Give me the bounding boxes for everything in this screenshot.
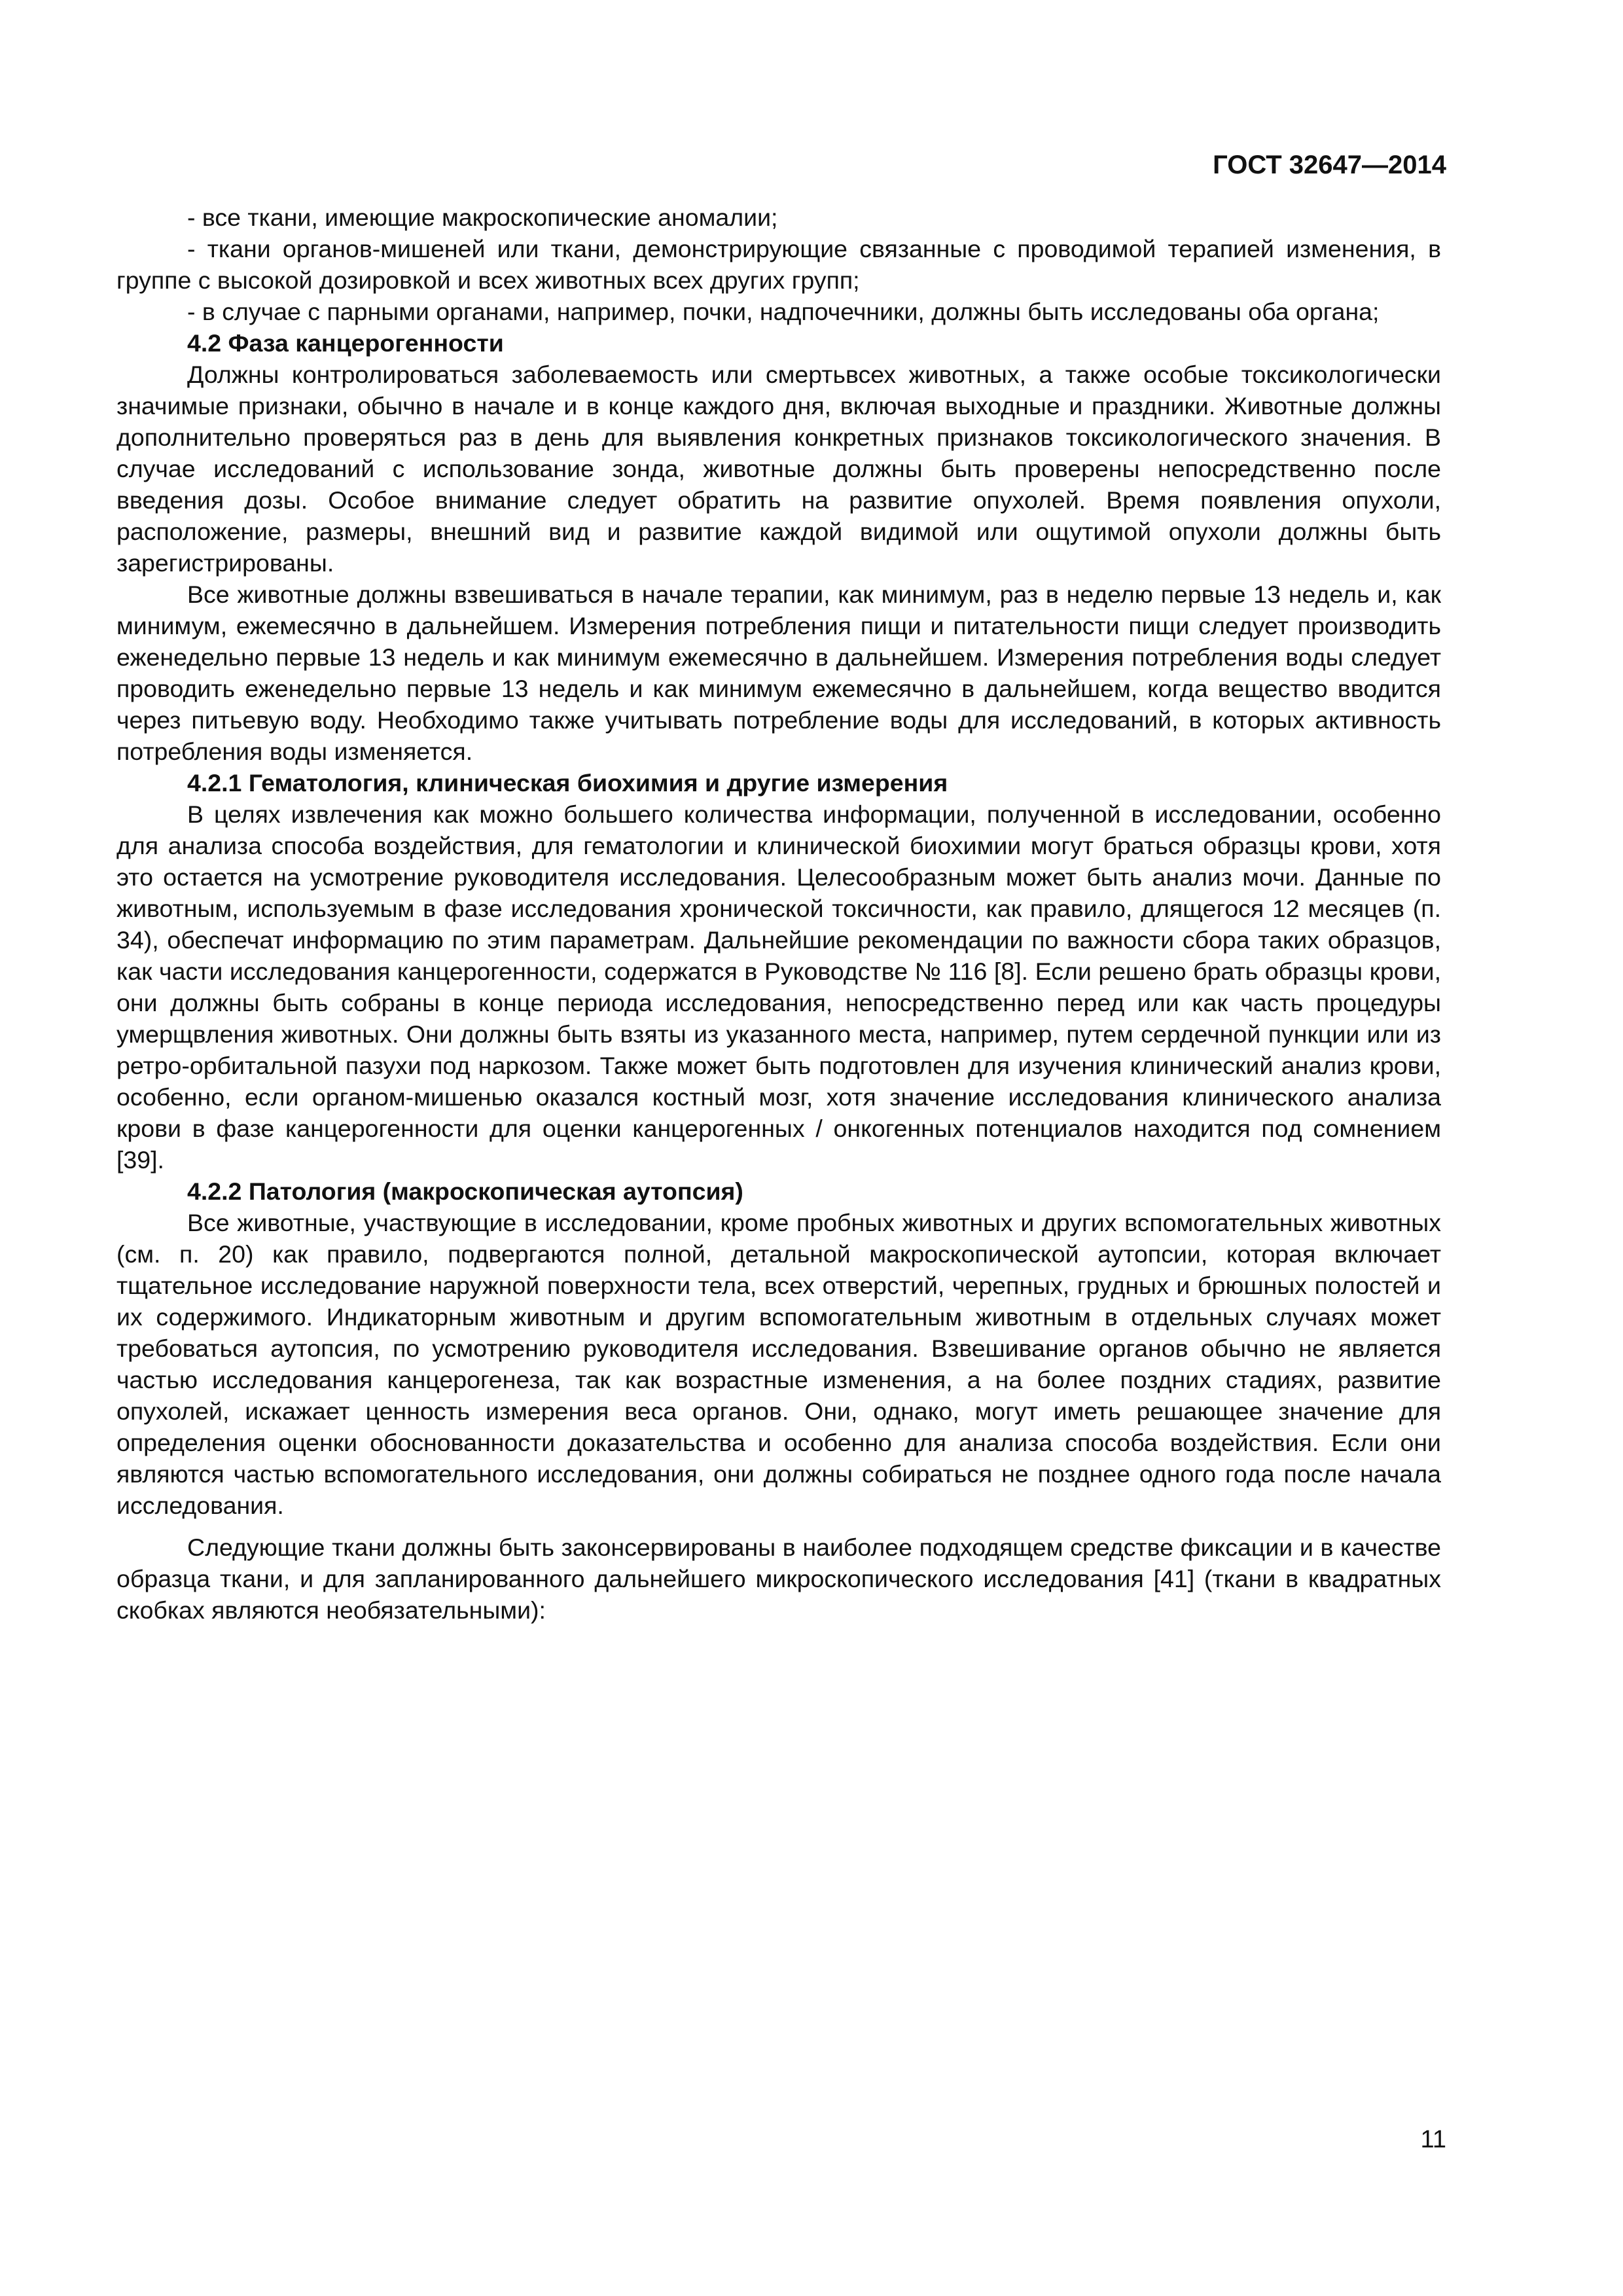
bullet-item: - ткани органов-мишеней или ткани, демонстрирующие связанные с проводимой терапией изменения, в группе с высокой дозировкой и всех животных всех других групп; [116, 235, 1441, 294]
section-heading-4-2: 4.2 Фаза канцерогенности [187, 329, 504, 357]
bullet-item: - все ткани, имеющие макроскопические аномалии; [187, 204, 778, 231]
paragraph: Все животные, участвующие в исследовании, кроме пробных животных и других вспомогательных животных (см. п. 20) как правило, подвергаются полной, детальной макроскопической аутопсии, которая включает тщательное исследование наружной поверхности тела, всех отверстий, черепных, грудных и брюшных полостей и их содержимого. Индикаторным животным и другим вспомогательным животным в отдельных случаях может требоваться аутопсия, по усмотрению руководителя исследования. Взвешивание органов обычно не является частью исследования канцерогенеза, так как возрастные изменения, а на более поздних стадиях, развитие опухолей, искажает ценность измерения веса органов. Они, однако, могут иметь решающее значение для определения оценки обоснованности доказательства и особенно для анализа способа воздействия. Если они являются частью вспомогательного исследования, они должны собираться не позднее одного года после начала исследования. [116, 1209, 1441, 1519]
page-number: 11 [1420, 2126, 1446, 2153]
paragraph: Должны контролироваться заболеваемость или смертьвсех животных, а также особые токсикологически значимые признаки, обычно в начале и в конце каждого дня, включая выходные и праздники. Животные должны дополнительно проверяться раз в день для выявления конкретных признаков токсикологического значения. В случае исследований с использование зонда, животные должны быть проверены непосредственно после введения дозы. Особое внимание следует обратить на развитие опухолей. Время появления опухоли, расположение, размеры, внешний вид и развитие каждой видимой или ощутимой опухоли должны быть зарегистрированы. [116, 361, 1441, 577]
paragraph: Следующие ткани должны быть законсервированы в наиболее подходящем средстве фиксации и в качестве образца ткани, и для запланированного дальнейшего микроскопического исследования [41] (ткани в квадратных скобках являются необязательными): [116, 1534, 1441, 1624]
bullet-item: - в случае с парными органами, например, почки, надпочечники, должны быть исследованы оба органа; [187, 298, 1380, 325]
page-body [116, 202, 1441, 1626]
paragraph: Все животные должны взвешиваться в начале терапии, как минимум, раз в неделю первые 13 недель и, как минимум, ежемесячно в дальнейшем. Измерения потребления пищи и питательности пищи следует производить еженедельно первые 13 недель и как минимум ежемесячно в дальнейшем. Измерения потребления воды следует проводить еженедельно первые 13 недель и как минимум ежемесячно в дальнейшем, когда вещество вводится через питьевую воду. Необходимо также учитывать потребление воды для исследований, в которых активность потребления воды изменяется. [116, 581, 1441, 765]
document-identifier: ГОСТ 32647—2014 [1213, 151, 1446, 179]
section-heading-4-2-1: 4.2.1 Гематология, клиническая биохимия и другие измерения [187, 769, 948, 797]
paragraph: В целях извлечения как можно большего количества информации, полученной в исследовании, особенно для анализа способа воздействия, для гематологии и клинической биохимии могут браться образцы крови, хотя это остается на усмотрение руководителя исследования. Целесообразным может быть анализ мочи. Данные по животным, используемым в фазе исследования хронической токсичности, как правило, длящегося 12 месяцев (п. 34), обеспечат информацию по этим параметрам. Дальнейшие рекомендации по важности сбора таких образцов, как части исследования канцерогенности, содержатся в Руководстве № 116 [8]. Если решено брать образцы крови, они должны быть собраны в конце периода исследования, непосредственно перед или как часть процедуры умерщвления животных. Они должны быть взяты из указанного места, например, путем сердечной пункции или из ретро-орбитальной пазухи под наркозом. Также может быть подготовлен для изучения клинический анализ крови, особенно, если органом-мишенью оказался костный мозг, хотя значение исследования клинического анализа крови в фазе канцерогенности для оценки канцерогенных / онкогенных потенциалов находится под сомнением [39]. [116, 800, 1441, 1174]
section-heading-4-2-2: 4.2.2 Патология (макроскопическая аутопсия) [187, 1177, 743, 1205]
